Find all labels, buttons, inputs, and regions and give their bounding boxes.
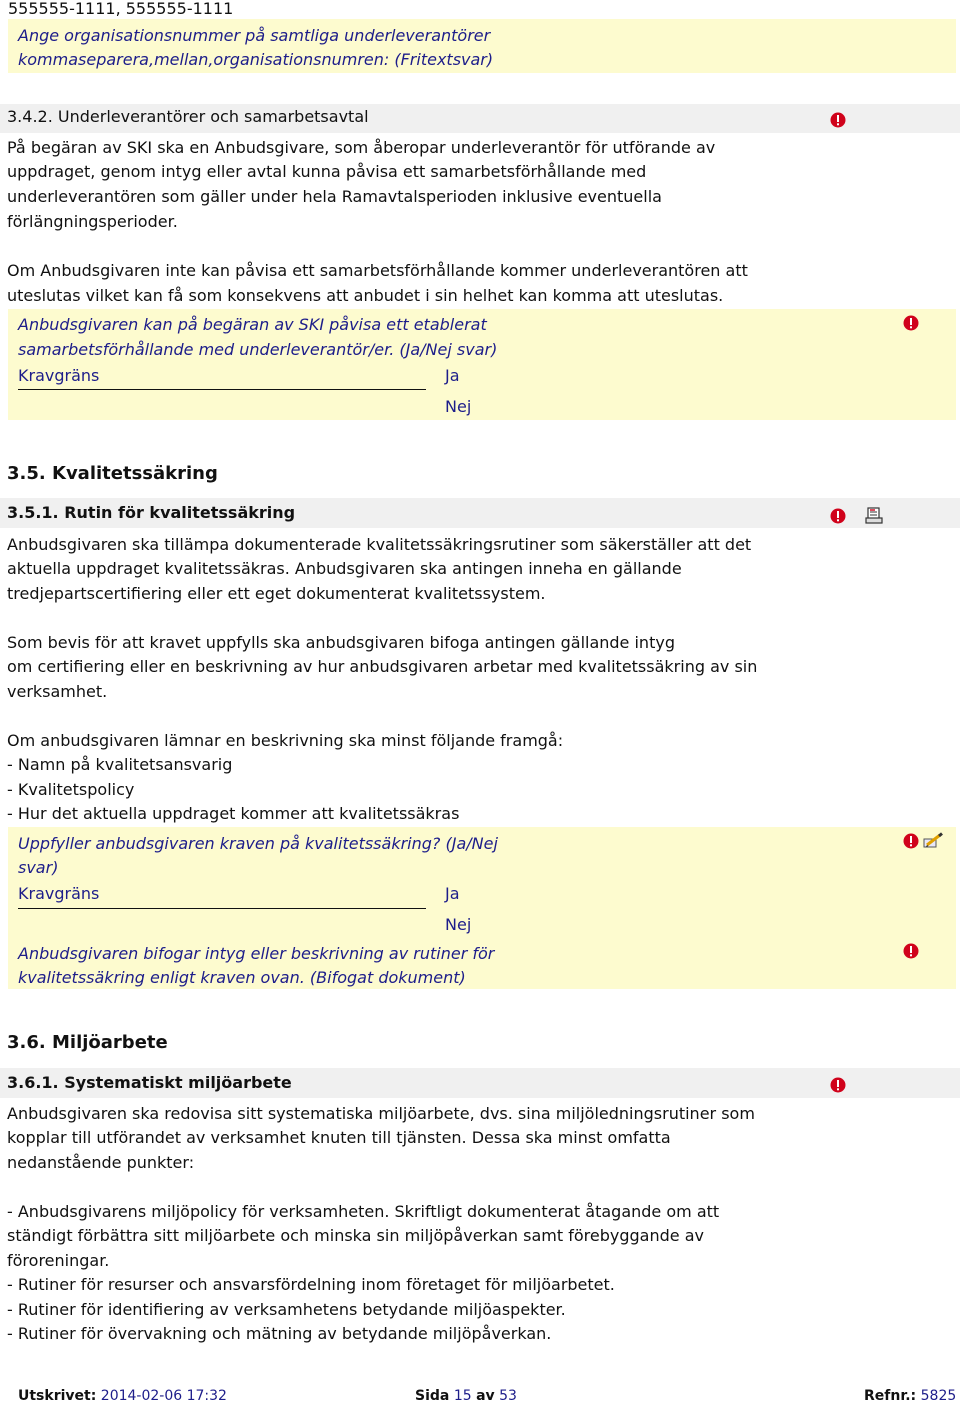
- warning-icon: [903, 833, 919, 849]
- warning-icon: [830, 1077, 846, 1093]
- kravgrans-label: Kravgräns: [18, 884, 100, 903]
- para-line: Om anbudsgivaren lämnar en beskrivning ska minst följande framgå:: [7, 731, 564, 750]
- para-line: uppdraget, genom intyg eller avtal kunna påvisa ett samarbetsförhållande med: [7, 162, 647, 181]
- section-3-5-1-heading: 3.5.1. Rutin för kvalitetssäkring: [7, 503, 296, 522]
- warning-icon: [830, 112, 846, 128]
- org-number-question-line1: Ange organisationsnummer på samtliga underleverantörer: [18, 26, 491, 45]
- para-line: om certifiering eller en beskrivning av hur anbudsgivaren arbetar med kvalitetssäkring av sin: [7, 657, 758, 676]
- para-line: kopplar till utförandet av verksamhet knuten till tjänsten. Dessa ska minst omfatta: [7, 1128, 671, 1147]
- attachment-question-line2: kvalitetssäkring enligt kraven ovan. (Bifogat dokument): [18, 968, 466, 987]
- footer-page: [415, 1388, 517, 1404]
- para-line: verksamhet.: [7, 682, 108, 701]
- list-item: - Kvalitetspolicy: [7, 780, 135, 799]
- quality-question-line2: svar): [18, 858, 59, 877]
- footer-page-label: Sida: [415, 1388, 450, 1404]
- footer-page-total: 53: [499, 1388, 517, 1404]
- section-3-5-heading: 3.5. Kvalitetssäkring: [7, 463, 218, 484]
- option-yes[interactable]: Ja: [445, 366, 460, 385]
- section-3-6-heading: 3.6. Miljöarbete: [7, 1032, 168, 1053]
- footer-printed: [18, 1388, 227, 1404]
- para-line: underleverantören som gäller under hela Ramavtalsperioden inklusive eventuella: [7, 187, 662, 206]
- para-line: nedanstående punkter:: [7, 1153, 195, 1172]
- footer-ref: [864, 1388, 956, 1404]
- para-line: På begäran av SKI ska en Anbudsgivare, som åberopar underleverantör för utförande av: [7, 138, 716, 157]
- option-no[interactable]: Nej: [445, 915, 472, 934]
- list-item: - Rutiner för resurser och ansvarsfördelning inom företaget för miljöarbetet.: [7, 1275, 615, 1294]
- list-item: - Rutiner för identifiering av verksamhetens betydande miljöaspekter.: [7, 1300, 566, 1319]
- footer-printed-value: 2014-02-06 17:32: [100, 1388, 227, 1404]
- para-line: Som bevis för att kravet uppfylls ska anbudsgivaren bifoga antingen gällande intyg: [7, 633, 675, 652]
- warning-icon: [903, 315, 919, 331]
- warning-icon: [903, 943, 919, 959]
- quality-question-line1: Uppfyller anbudsgivaren kraven på kvalitetssäkring? (Ja/Nej: [18, 834, 498, 853]
- para-line: Anbudsgivaren ska tillämpa dokumenterade kvalitetssäkringsrutiner som säkerställer att det: [7, 535, 752, 554]
- list-item: - Rutiner för övervakning och mätning av betydande miljöpåverkan.: [7, 1324, 552, 1343]
- list-item: - Hur det aktuella uppdraget kommer att kvalitetssäkras: [7, 804, 460, 823]
- para-line: tredjepartscertifiering eller ett eget dokumenterat kvalitetssystem.: [7, 584, 546, 603]
- section-3-6-1-heading: 3.6.1. Systematiskt miljöarbete: [7, 1073, 292, 1092]
- option-yes[interactable]: Ja: [445, 884, 460, 903]
- warning-icon: [830, 508, 846, 524]
- kravgrans-line: [18, 908, 426, 909]
- footer-printed-label: Utskrivet:: [18, 1388, 97, 1404]
- footer-ref-label: Refnr.:: [864, 1388, 917, 1404]
- para-line: Om Anbudsgivaren inte kan påvisa ett samarbetsförhållande kommer underleverantören att: [7, 261, 748, 280]
- subcontractor-question-line2: samarbetsförhållande med underleverantör/er. (Ja/Nej svar): [18, 340, 498, 359]
- attachment-question-line1: Anbudsgivaren bifogar intyg eller beskrivning av rutiner för: [18, 944, 495, 963]
- para-line: aktuella uppdraget kvalitetssäkras. Anbudsgivaren ska antingen inneha en gällande: [7, 559, 682, 578]
- kravgrans-line: [18, 389, 426, 390]
- list-item: ständigt förbättra sitt miljöarbete och minska sin miljöpåverkan samt förebyggande av: [7, 1226, 704, 1245]
- kravgrans-label: Kravgräns: [18, 366, 100, 385]
- section-3-4-2-heading: 3.4.2. Underleverantörer och samarbetsavtal: [7, 107, 369, 126]
- para-line: uteslutas vilket kan få som konsekvens att anbudet i sin helhet kan komma att uteslutas.: [7, 286, 724, 305]
- list-item: - Namn på kvalitetsansvarig: [7, 755, 233, 774]
- edit-pencil-icon: [922, 831, 944, 851]
- org-number-question-line2: kommaseparera,mellan,organisationsnumren: (Fritextsvar): [18, 50, 494, 69]
- phone-numbers: 555555-1111, 555555-1111: [8, 0, 234, 18]
- option-no[interactable]: Nej: [445, 397, 472, 416]
- footer-page-of: av: [476, 1388, 495, 1404]
- document-icon: [864, 506, 884, 526]
- list-item: föroreningar.: [7, 1251, 110, 1270]
- list-item: - Anbudsgivarens miljöpolicy för verksamheten. Skriftligt dokumenterat åtagande om att: [7, 1202, 720, 1221]
- subcontractor-question-line1: Anbudsgivaren kan på begäran av SKI påvisa ett etablerat: [18, 315, 487, 334]
- footer-ref-value: 5825: [920, 1388, 957, 1404]
- para-line: Anbudsgivaren ska redovisa sitt systematiska miljöarbete, dvs. sina miljöledningsrutiner som: [7, 1104, 755, 1123]
- para-line: förlängningsperioder.: [7, 212, 178, 231]
- footer-page-current: 15: [453, 1388, 472, 1404]
